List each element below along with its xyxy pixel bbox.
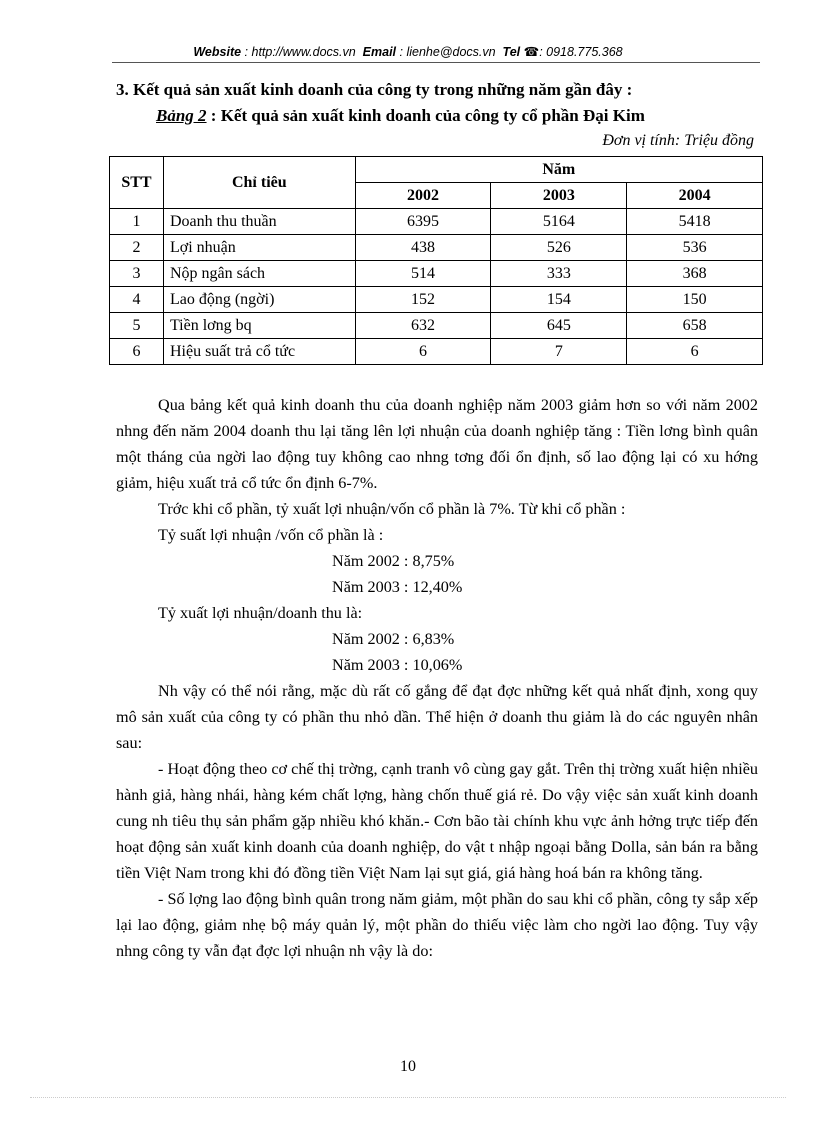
value-cell: 7	[491, 339, 627, 365]
year-header: 2003	[491, 183, 627, 209]
value-cell: 632	[355, 313, 491, 339]
value-cell: 6395	[355, 209, 491, 235]
item-cell: Hiệu suất trả cổ tức	[163, 339, 355, 365]
ratio-line: Năm 2002 : 6,83%	[332, 630, 455, 648]
ratio-line: Năm 2003 : 12,40%	[332, 578, 463, 596]
table-row	[110, 209, 763, 235]
website-label: Website	[193, 45, 242, 59]
value-cell: 333	[491, 261, 627, 287]
paragraph: Tỷ xuất lợi nhuận/doanh thu là:	[158, 604, 363, 622]
stt-cell: 3	[110, 261, 164, 287]
paragraph: - Hoạt động theo cơ chế thị trờng, cạnh tranh vô cùng gay gắt. Trên thị trờng xuất hiện nhiều hành giả, hàng nhái, hàng kém chất lợng, hàng chốn thuế giá rẻ. Do vậy việc sản xuất kinh doanh cung nh tiêu thụ sản phẩm gặp nhiều khó khăn.- Cơn bão tài chính khu vực ảnh hởng trực tiếp đến hoạt động sản xuất kinh doanh của doanh nghiệp, do vật t nhập ngoại bằng Dolla, sản bán ra bằng tiền Việt Nam trong khi đó đồng tiền Việt Nam lại sụt giá, giá hàng hoá bán ra không tăng.	[116, 760, 758, 882]
value-cell: 536	[627, 235, 763, 261]
page-header	[0, 44, 816, 59]
stt-cell: 5	[110, 313, 164, 339]
table-caption-label: Bảng 2	[156, 106, 207, 125]
section-title: 3. Kết quả sản xuất kinh doanh của công ty trong những năm gần đây :	[116, 80, 633, 99]
item-cell: Tiền lơng bq	[163, 313, 355, 339]
value-cell: 368	[627, 261, 763, 287]
tel-value: ☎: 0918.775.368	[523, 45, 623, 59]
item-cell: Lao động (ngời)	[163, 287, 355, 313]
table-row	[110, 261, 763, 287]
stt-cell: 2	[110, 235, 164, 261]
stt-cell: 1	[110, 209, 164, 235]
item-cell: Nộp ngân sách	[163, 261, 355, 287]
col-year-group-header: Năm	[355, 157, 762, 183]
table-row	[110, 287, 763, 313]
table-row	[110, 235, 763, 261]
value-cell: 645	[491, 313, 627, 339]
table-row	[110, 313, 763, 339]
value-cell: 526	[491, 235, 627, 261]
unit-note: Đơn vị tính: Triệu đồng	[602, 132, 754, 149]
table-row	[110, 339, 763, 365]
table-caption	[156, 106, 645, 126]
email-label: Email	[362, 45, 397, 59]
paragraph: Qua bảng kết quả kinh doanh thu của doanh nghiệp năm 2003 giảm hơn so với năm 2002 nhng đến năm 2004 doanh thu lại tăng lên lợi nhuận của doanh nghiệp tăng : Tiền lơng bình quân một tháng của ngời lao động tuy không cao nhng tơng đối ổn định, số lao động lại có xu hớng giảm, hiệu xuất trả cổ tức ổn định 6-7%.	[116, 396, 758, 492]
item-cell: Doanh thu thuần	[163, 209, 355, 235]
header-divider	[112, 62, 760, 63]
value-cell: 152	[355, 287, 491, 313]
value-cell: 438	[355, 235, 491, 261]
ratio-line: Năm 2002 : 8,75%	[332, 552, 455, 570]
value-cell: 5418	[627, 209, 763, 235]
paragraph: Tỷ suất lợi nhuận /vốn cổ phần là :	[158, 526, 384, 544]
year-header: 2002	[355, 183, 491, 209]
value-cell: 514	[355, 261, 491, 287]
col-stt-header: STT	[110, 157, 164, 209]
body-text	[116, 392, 758, 964]
year-header: 2004	[627, 183, 763, 209]
paragraph: - Số lợng lao động bình quân trong năm giảm, một phần do sau khi cổ phần, công ty sắp xếp lại lao động, giảm nhẹ bộ máy quản lý, một phần do thiếu việc làm cho ngời lao động. Tuy vậy nhng công ty vẫn đạt đợc lợi nhuận nh vậy là do:	[116, 890, 758, 960]
value-cell: 150	[627, 287, 763, 313]
results-table	[109, 156, 763, 365]
stt-cell: 6	[110, 339, 164, 365]
value-cell: 658	[627, 313, 763, 339]
value-cell: 5164	[491, 209, 627, 235]
value-cell: 6	[355, 339, 491, 365]
paragraph: Nh vậy có thể nói rằng, mặc dù rất cố gắng để đạt đợc những kết quả nhất định, xong quy mô sản xuất của công ty có phần thu nhỏ dần. Thể hiện ở doanh thu giảm là do các nguyên nhân sau:	[116, 682, 758, 752]
paragraph: Trớc khi cổ phần, tỷ xuất lợi nhuận/vốn cổ phần là 7%. Từ khi cổ phần :	[158, 500, 626, 518]
website-value: : http://www.docs.vn	[244, 45, 356, 59]
value-cell: 154	[491, 287, 627, 313]
item-cell: Lợi nhuận	[163, 235, 355, 261]
col-item-header: Chỉ tiêu	[163, 157, 355, 209]
value-cell: 6	[627, 339, 763, 365]
email-value: : lienhe@docs.vn	[399, 45, 496, 59]
table-caption-text: : Kết quả sản xuất kinh doanh của công ty cổ phần Đại Kim	[206, 106, 645, 125]
page-number: 10	[400, 1058, 416, 1075]
footer-divider	[30, 1097, 786, 1098]
ratio-line: Năm 2003 : 10,06%	[332, 656, 463, 674]
tel-label: Tel	[502, 45, 521, 59]
stt-cell: 4	[110, 287, 164, 313]
table-header-row	[110, 157, 763, 183]
